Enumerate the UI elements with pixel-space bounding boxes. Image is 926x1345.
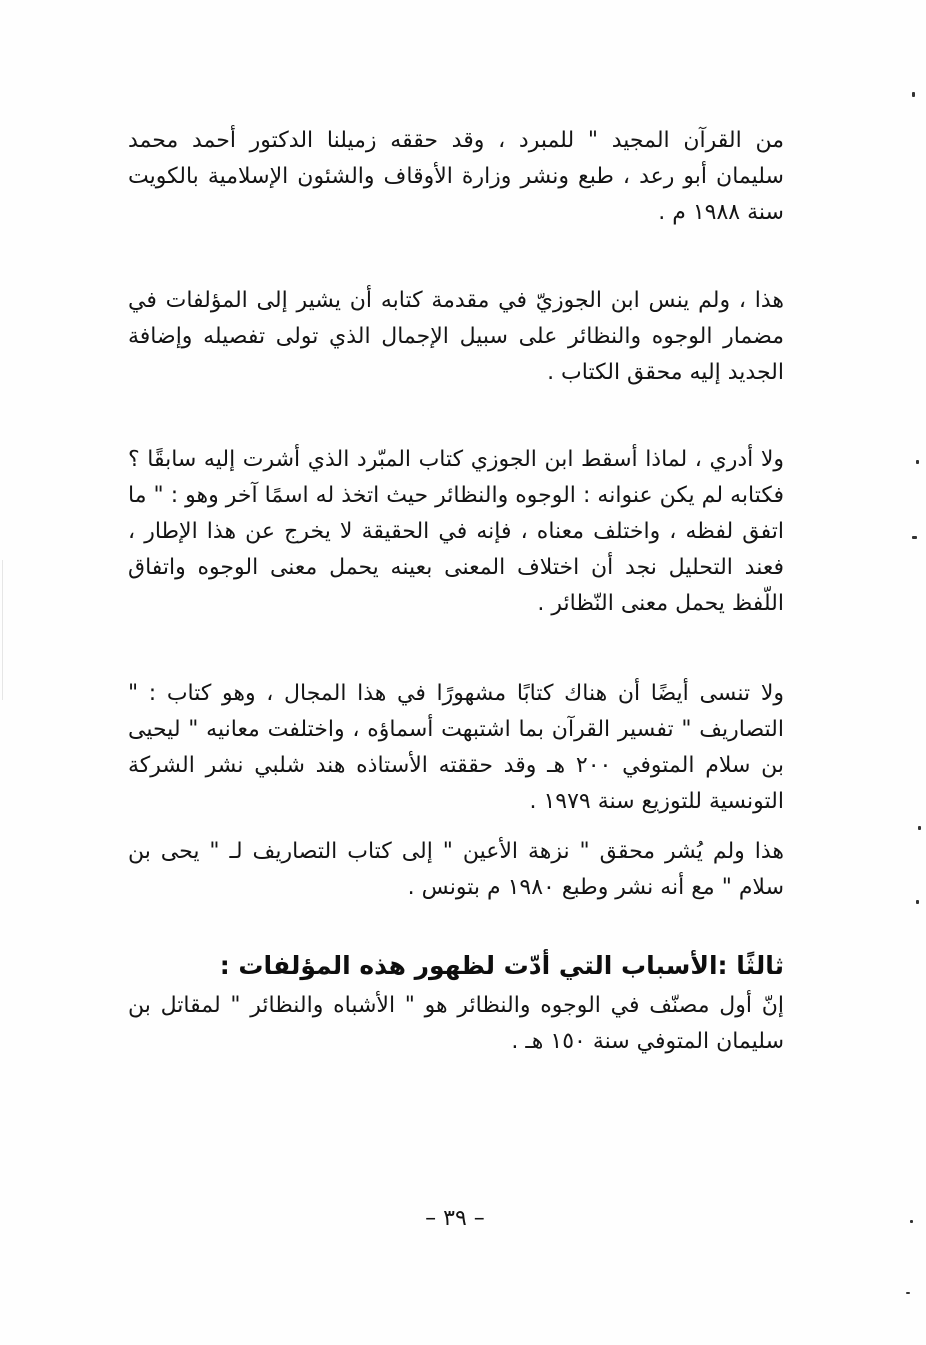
paragraph-6-text: إنّ أول مصنّف في الوجوه والنظائر هو " الأشباه والنظائر " لمقاتل بن سليمان المتوفي سنة ١٥٠ هـ .: [128, 993, 784, 1054]
margin-speck-6: [910, 1220, 913, 1223]
margin-speck-5: [916, 900, 919, 904]
margin-speck-3: [912, 536, 917, 539]
paragraph-1: [128, 123, 784, 231]
scan-edge-line: [2, 560, 3, 700]
paragraph-4: [128, 676, 784, 820]
paragraph-4-text: ولا تنسى أيضًا أن هناك كتابًا مشهورًا في هذا المجال ، وهو كتاب : " التصاريف " تفسير القرآن بما اشتبهت أسماؤه ، واختلفت معانيه " ليحيى بن سلام المتوفي ٢٠٠ هـ وقد حققته الأستاذه هند شلبي نشر الشركة التونسية للتوزيع سنة ١٩٧٩ .: [128, 681, 784, 814]
paragraph-5-text: هذا ولم يُشر محقق " نزهة الأعين " إلى كتاب التصاريف لـ " يحى بن سلام " مع أنه نشر وطبع ١٩٨٠ م بتونس .: [128, 839, 784, 900]
paragraph-6: [128, 988, 784, 1060]
paragraph-2-text: هذا ، ولم ينس ابن الجوزيّ في مقدمة كتابه أن يشير إلى المؤلفات في مضمار الوجوه والنظائر على سبيل الإجمال الذي تولى تفصيله وإضافة الجديد إليه محقق الكتاب .: [128, 288, 784, 385]
paragraph-3-text: ولا أدري ، لماذا أسقط ابن الجوزي كتاب المبّرد الذي أشرت إليه سابقًا ؟ فكتابه لم يكن عنوانه : الوجوه والنظائر حيث اتخذ له اسمًا آخر وهو : " ما اتفق لفظه ، واختلف معناه ، فإنه في الحقيقة لا يخرج عن هذا الإطار ، فعند التحليل نجد أن اختلاف المعنى بعينه يحمل معنى الوجوه واتفاق اللّفظ يحمل معنى النّظائر .: [128, 447, 784, 616]
paragraph-5: [128, 834, 784, 906]
margin-speck-1: [912, 92, 915, 97]
margin-speck-4: [918, 826, 921, 830]
paragraph-1-text: من القرآن المجيد " للمبرد ، وقد حققه زميلنا الدكتور أحمد محمد سليمان أبو رعد ، طبع ونشر وزارة الأوقاف والشئون الإسلامية بالكويت سنة ١٩٨٨ م .: [128, 128, 784, 225]
page-number: – ٣٩ –: [425, 1206, 485, 1231]
paragraph-3: [128, 442, 784, 622]
section-heading: ثالثًا :الأسباب التي أدّت لظهور هذه المؤلفات :: [219, 951, 784, 980]
margin-speck-2: [916, 460, 919, 464]
paragraph-2: [128, 283, 784, 391]
margin-speck-7: [906, 1292, 910, 1294]
